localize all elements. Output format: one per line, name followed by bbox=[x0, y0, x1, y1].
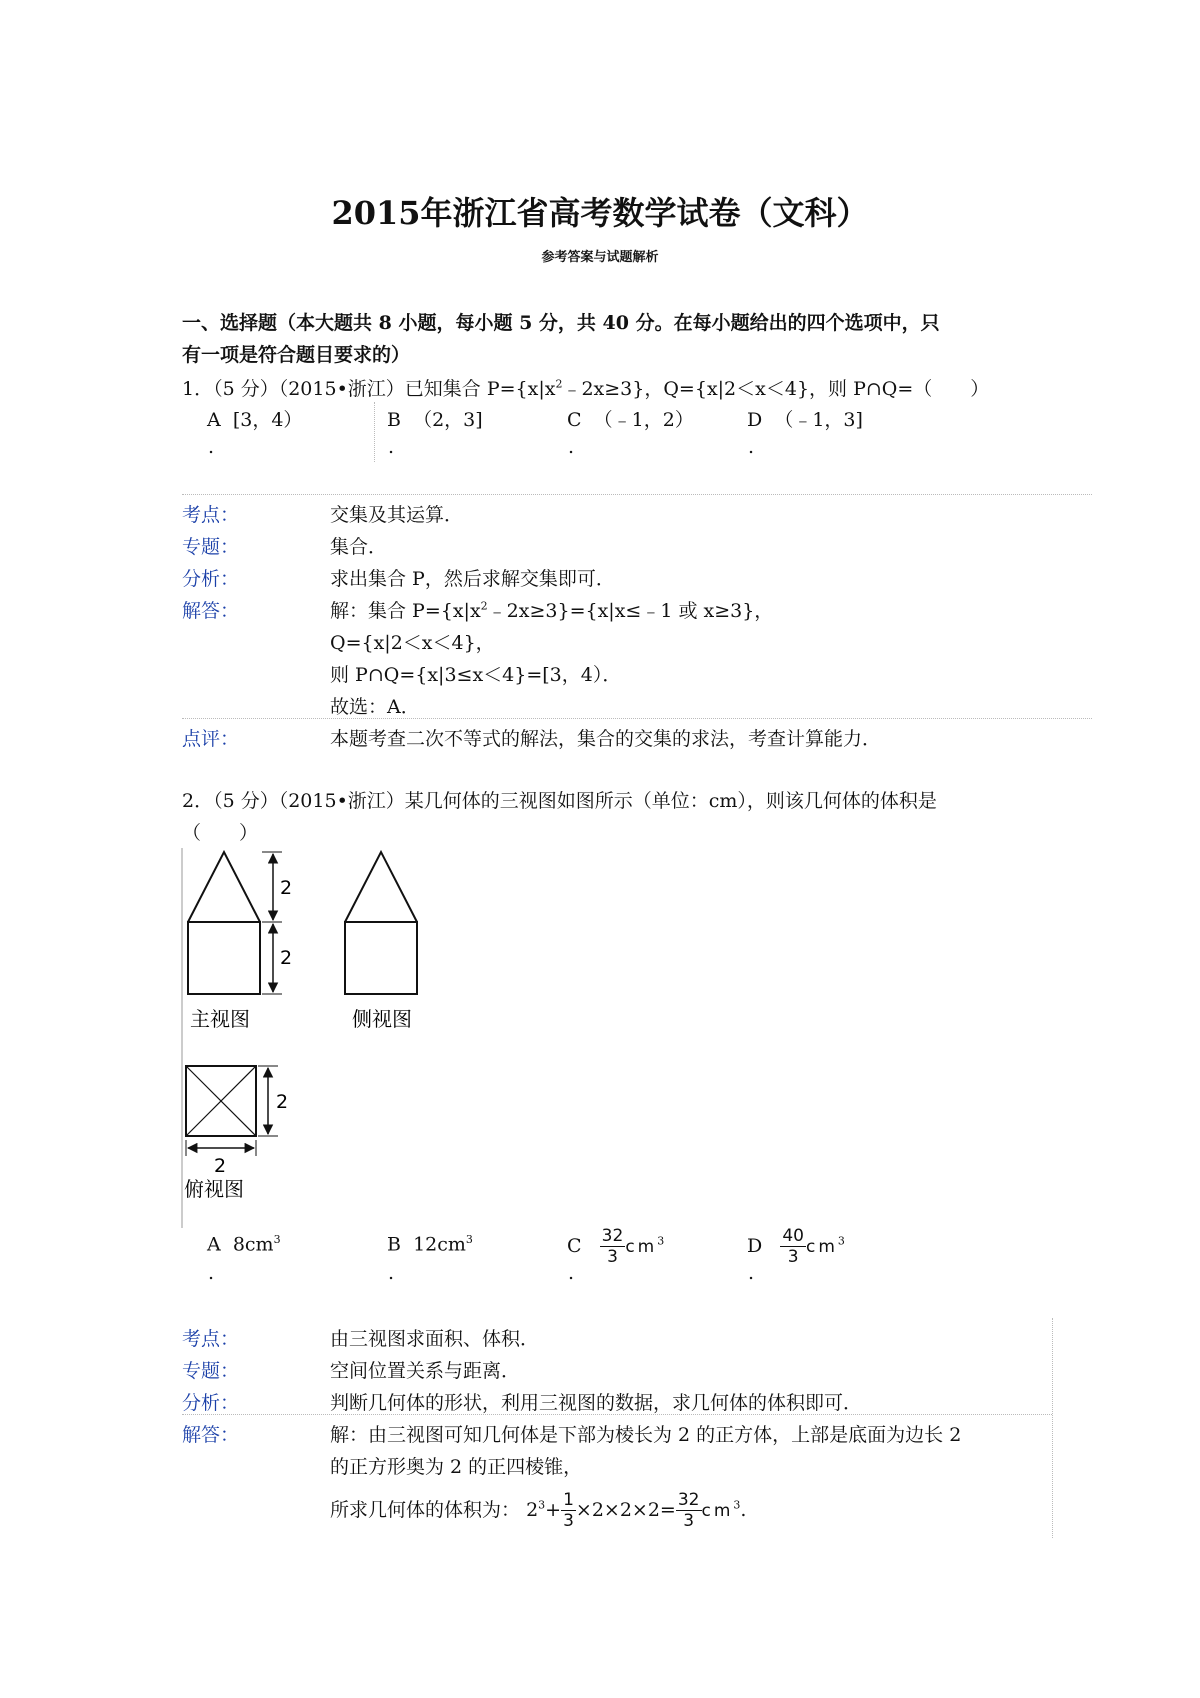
front-dim-label-lower: 2 bbox=[280, 947, 293, 969]
q2-stem-line2: （ ） bbox=[182, 822, 259, 844]
q2-jieda-fraction-2: $\frac{32}{3}$ bbox=[677, 1490, 700, 1531]
q2-option-b-dot: . bbox=[388, 1262, 395, 1284]
q2-option-d-dot: . bbox=[748, 1262, 755, 1284]
section-heading-line1: 一、选择题（本大题共 8 小题，每小题 5 分，共 40 分。在每小题给出的四个选项中，只 bbox=[182, 312, 940, 334]
q1-label-kaodian: 考点： bbox=[182, 504, 240, 526]
q1-label-jieda: 解答： bbox=[182, 600, 240, 622]
q2-jieda-line1: 解：由三视图可知几何体是下部为棱长为 2 的正方体，上部是底面为边长 2 bbox=[330, 1424, 962, 1446]
q2-option-b: B $12cm^3$ bbox=[387, 1233, 473, 1256]
q2-label-kaodian: 考点： bbox=[182, 1328, 240, 1350]
side-view-triangle bbox=[345, 852, 417, 922]
top-view-caption: 俯视图 bbox=[184, 1177, 244, 1201]
section-heading-line2: 有一项是符合题目要求的） bbox=[182, 344, 411, 366]
top-dim-label-horizontal: 2 bbox=[214, 1155, 227, 1177]
side-view-square bbox=[345, 922, 417, 994]
q1-jieda-line1: 解：集合 $P=\{x|x^2﹣2x\ge 3\}=\{x|x\le﹣1$ 或 x≥3}， bbox=[330, 599, 774, 622]
q2-jieda-rule bbox=[182, 1414, 1052, 1415]
q1-option-b-dot: . bbox=[388, 436, 395, 458]
q2-jieda-fraction-1: $\frac{1}{3}$ bbox=[563, 1490, 574, 1531]
q2-option-d: D $\frac{40}{3}$ $cm^3$ bbox=[747, 1226, 845, 1267]
q2-option-d-fraction: $\frac{40}{3}$ bbox=[782, 1226, 804, 1267]
q1-fenxi: 求出集合 P，然后求解交集即可． bbox=[330, 568, 615, 590]
q2-option-c-dot: . bbox=[568, 1262, 575, 1284]
q2-option-a-dot: . bbox=[208, 1262, 215, 1284]
front-dim-label-upper: 2 bbox=[280, 877, 293, 899]
front-view-square bbox=[188, 922, 260, 994]
front-view-triangle bbox=[188, 852, 260, 922]
q1-option-a-dot: . bbox=[208, 436, 215, 458]
q2-option-a: A $8cm^3$ bbox=[207, 1233, 281, 1256]
q1-jieda-line3: 则 P∩Q={x|3≤x＜4}=[3，4）． bbox=[330, 664, 622, 686]
q1-stem: 1．（5 分）（2015•浙江）已知集合 $P=\{x|x^2﹣2x\ge 3\}$，Q={x|2＜x＜4}，则 P∩Q=（ ） bbox=[182, 377, 990, 400]
q1-option-a: A [3，4） bbox=[207, 409, 303, 431]
front-view bbox=[188, 852, 292, 1031]
top-dim-label-vertical: 2 bbox=[276, 1091, 289, 1113]
q1-dianping-rule bbox=[182, 718, 1092, 719]
top-view bbox=[184, 1066, 288, 1201]
q2-zhuanti: 空间位置关系与距离． bbox=[330, 1360, 521, 1382]
q2-label-jieda: 解答： bbox=[182, 1424, 240, 1446]
q2-jieda-line3: 所求几何体的体积为： $2^3+$ $\frac{1}{3}$ ×2×2×2= $\frac{32}{3}$ $cm^3$. bbox=[330, 1490, 747, 1531]
q1-zhuanti: 集合． bbox=[330, 536, 388, 558]
q1-option-divider bbox=[374, 402, 375, 462]
q1-option-b: B （2，3] bbox=[387, 409, 483, 431]
q1-label-zhuanti: 专题： bbox=[182, 536, 240, 558]
q1-option-c-dot: . bbox=[568, 436, 575, 458]
q1-kaodian: 交集及其运算． bbox=[330, 504, 464, 526]
q1-jieda-line2: Q={x|2＜x＜4}， bbox=[330, 632, 495, 654]
q1-option-c: C （﹣1，2） bbox=[567, 409, 694, 431]
q1-label-dianping: 点评： bbox=[182, 728, 240, 750]
q2-analysis-right-border bbox=[1052, 1318, 1053, 1538]
q2-label-fenxi: 分析： bbox=[182, 1392, 240, 1414]
q2-option-c: C $\frac{32}{3}$ $cm^3$ bbox=[567, 1226, 665, 1267]
q1-option-d-dot: . bbox=[748, 436, 755, 458]
q2-option-c-fraction: $\frac{32}{3}$ bbox=[601, 1226, 624, 1267]
q1-option-d: D （﹣1，3] bbox=[747, 409, 863, 431]
side-view-caption: 侧视图 bbox=[352, 1007, 412, 1031]
q1-dianping: 本题考查二次不等式的解法，集合的交集的求法，考查计算能力． bbox=[330, 728, 882, 750]
q2-fenxi: 判断几何体的形状，利用三视图的数据，求几何体的体积即可． bbox=[330, 1392, 863, 1414]
q1-jieda-line4: 故选：A． bbox=[330, 696, 420, 718]
three-view-figure bbox=[180, 848, 480, 1228]
side-view bbox=[345, 852, 417, 1031]
q1-analysis-top-rule bbox=[182, 494, 1092, 495]
q1-label-fenxi: 分析： bbox=[182, 568, 240, 590]
q2-label-zhuanti: 专题： bbox=[182, 1360, 240, 1382]
q2-stem-line1: 2．（5 分）（2015•浙江）某几何体的三视图如图所示（单位：cm），则该几何体的体积是 bbox=[182, 790, 937, 812]
page-title: 2015年浙江省高考数学试卷（文科） bbox=[331, 194, 869, 232]
front-view-caption: 主视图 bbox=[190, 1007, 250, 1031]
q2-kaodian: 由三视图求面积、体积． bbox=[330, 1328, 540, 1350]
q2-jieda-line2: 的正方形奥为 2 的正四棱锥， bbox=[330, 1456, 583, 1478]
page-subtitle: 参考答案与试题解析 bbox=[541, 250, 659, 265]
